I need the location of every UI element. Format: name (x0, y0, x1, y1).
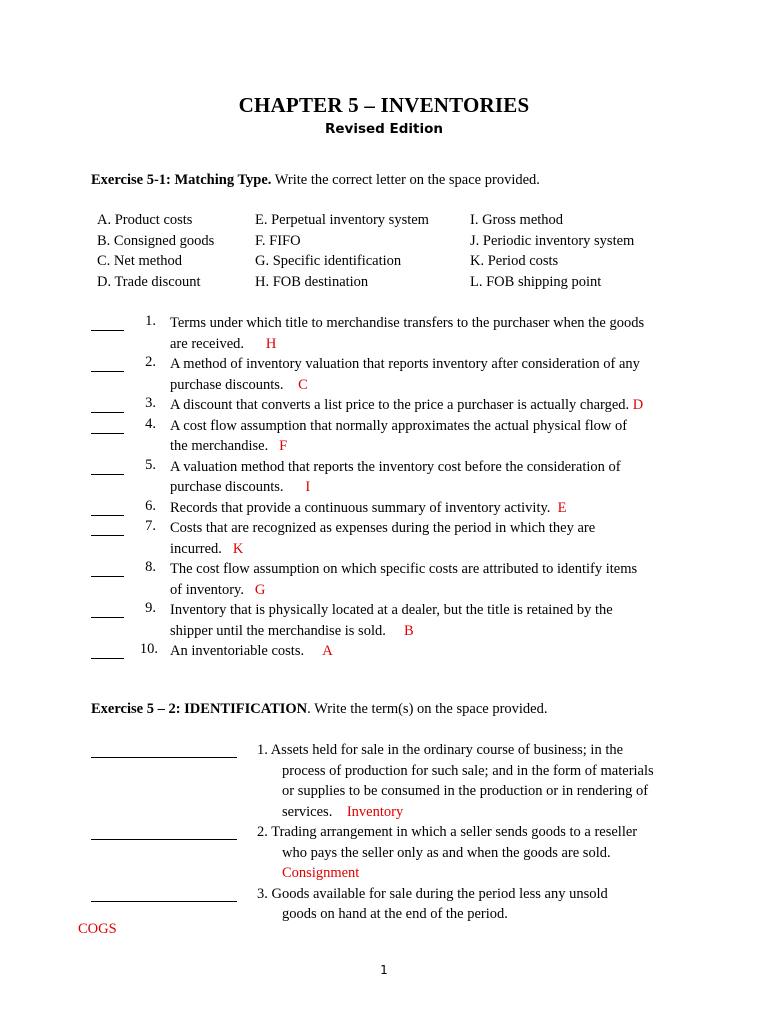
answer-text: K (232, 540, 244, 557)
choices-column-1 (97, 210, 214, 292)
item-number: 5. (145, 456, 156, 473)
choice: H. FOB destination (255, 273, 369, 290)
answer-text: G (254, 581, 266, 598)
choice: D. Trade discount (97, 273, 201, 290)
item-line: who pays the seller only as and when the goods are sold. (282, 844, 611, 861)
item-line: purchase discounts. (170, 376, 284, 393)
item-number: 7. (145, 518, 156, 534)
choice: A. Product costs (97, 212, 193, 228)
choice: B. Consigned goods (97, 232, 215, 249)
item-line: process of production for such sale; and in the form of materials (282, 762, 654, 779)
item-line: The cost flow assumption on which specific costs are attributed to identify items (170, 561, 638, 577)
item-text (170, 641, 670, 662)
choice: E. Perpetual inventory system (255, 212, 429, 228)
item-number: 9. (145, 600, 156, 616)
item-text (170, 395, 670, 416)
choice: I. Gross method (470, 212, 564, 228)
item-line: A discount that converts a list price to the price a purchaser is actually charged. (170, 397, 630, 413)
page-subtitle: Revised Edition (324, 121, 443, 137)
answer-text: F (279, 438, 288, 454)
answer-blank[interactable] (91, 886, 237, 902)
item-line: or supplies to be consumed in the production or in rendering of (282, 783, 649, 799)
answer-text: H (265, 335, 277, 352)
answer-text: E (557, 499, 567, 516)
item-text (170, 518, 670, 559)
item-text (170, 313, 670, 354)
item-text (170, 498, 670, 519)
item-line: purchase discounts. (170, 479, 284, 495)
exercise2-heading-bold: Exercise 5 – 2: IDENTIFICATION (91, 701, 308, 717)
exercise1-heading-bold: Exercise 5-1: Matching Type. (91, 172, 272, 188)
item-line: goods on hand at the end of the period. (282, 906, 508, 922)
exercise1-heading-text: Write the correct letter on the space provided. (271, 172, 540, 188)
answer-text: Consignment (282, 865, 360, 881)
item-text (170, 354, 670, 395)
item-line: A valuation method that reports the inventory cost before the consideration of (170, 458, 621, 475)
item-text: 2. Trading arrangement in which a seller sends goods to a reseller (257, 824, 638, 840)
item-number: 4. (145, 415, 156, 432)
item-line: Inventory that is physically located at a dealer, but the title is retained by the (170, 602, 613, 618)
item-text (170, 600, 670, 641)
answer-text: Inventory (346, 803, 404, 820)
item-number: 6. (145, 497, 156, 514)
exercise1-heading (91, 172, 540, 189)
answer-text: B (403, 622, 414, 639)
answer-text: C (298, 376, 308, 393)
item-line: are received. (170, 335, 245, 352)
answer-text: I (305, 479, 311, 495)
item-line: incurred. (170, 540, 222, 557)
choices-column-3 (470, 210, 634, 292)
item-line: shipper until the merchandise is sold. (170, 622, 386, 639)
item-continuation (282, 904, 682, 925)
page-title: CHAPTER 5 – INVENTORIES (238, 93, 530, 117)
answer-blank[interactable] (91, 824, 237, 840)
choice: G. Specific identification (255, 253, 402, 269)
item-text: 3. Goods available for sale during the period less any unsold (257, 885, 608, 902)
choices-column-2 (255, 210, 429, 292)
exercise2-heading (91, 701, 548, 718)
choice: K. Period costs (470, 253, 559, 269)
item-text (170, 559, 670, 600)
item-text (170, 457, 670, 498)
item-text: 1. Assets held for sale in the ordinary course of business; in the (257, 742, 624, 758)
item-line: A method of inventory valuation that reports inventory after consideration of any (170, 356, 640, 372)
item-number: 1. (145, 313, 156, 329)
choice: J. Periodic inventory system (470, 232, 635, 249)
item-line: Terms under which title to merchandise transfers to the purchaser when the goods (170, 315, 645, 331)
choice: F. FIFO (255, 232, 301, 249)
exercise2-heading-text: . Write the term(s) on the space provided. (307, 701, 548, 717)
answer-text: COGS (78, 921, 117, 937)
item-number: 2. (145, 354, 156, 370)
item-number: 3. (145, 395, 156, 411)
choice: C. Net method (97, 253, 182, 269)
item-line: A cost flow assumption that normally approximates the actual physical flow of (170, 417, 628, 434)
answer-blank[interactable] (91, 742, 237, 758)
item-line: Costs that are recognized as expenses during the period in which they are (170, 520, 596, 536)
item-line: Records that provide a continuous summary of inventory activity. (170, 499, 551, 516)
item-text (170, 416, 670, 457)
item-number: 8. (145, 559, 156, 575)
choice: L. FOB shipping point (470, 273, 602, 290)
item-continuation (282, 843, 682, 884)
item-line: the merchandise. (170, 438, 269, 454)
answer-text: D (632, 397, 644, 413)
item-line: services. (282, 803, 333, 820)
item-line: An inventoriable costs. (170, 643, 305, 659)
item-continuation (282, 761, 682, 823)
page-number: 1 (380, 963, 388, 977)
item-number: 10. (139, 641, 158, 657)
item-line: of inventory. (170, 581, 244, 598)
answer-text: A (322, 643, 333, 659)
